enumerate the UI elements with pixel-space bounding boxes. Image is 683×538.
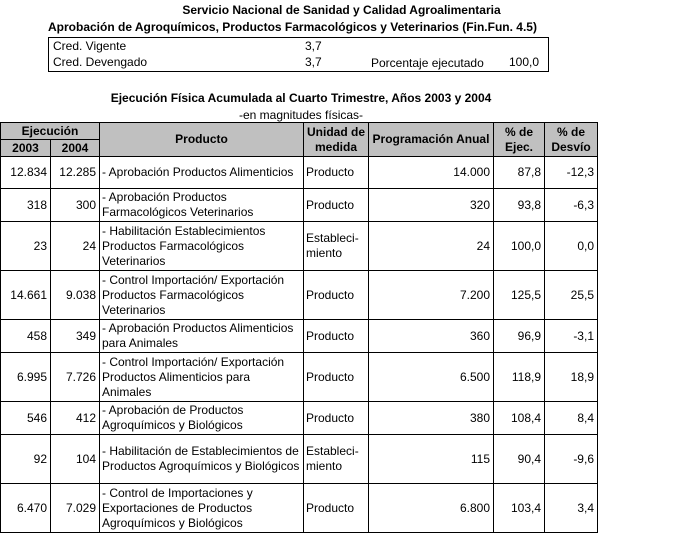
header-unidad: Unidad de medida — [304, 123, 369, 157]
cell-2004: 300 — [51, 189, 100, 222]
table-row — [1, 484, 598, 533]
cell-pct-desvio: 8,4 — [545, 402, 598, 435]
header-pct-desvio: % de Desvío — [545, 123, 598, 157]
cell-2004: 7.029 — [51, 484, 100, 533]
cell-producto: - Aprobación Productos Alimenticios para Animales — [100, 320, 304, 353]
cell-pct-desvio: -12,3 — [545, 157, 598, 189]
cell-2004: 104 — [51, 435, 100, 484]
cell-pct-ejec: 125,5 — [494, 271, 545, 320]
cell-producto: - Aprobación Productos Farmacológicos Veterinarios — [100, 189, 304, 222]
cell-2003: 458 — [1, 320, 51, 353]
cell-pct-desvio: -3,1 — [545, 320, 598, 353]
cell-2004: 7.726 — [51, 353, 100, 402]
cell-2003: 14.661 — [1, 271, 51, 320]
cell-2003: 318 — [1, 189, 51, 222]
header-ejecucion: Ejecución — [1, 123, 100, 140]
cell-programacion: 24 — [369, 222, 494, 271]
porcentaje-value: 100,0 — [509, 55, 540, 69]
cell-unidad: Producto — [304, 189, 369, 222]
cell-pct-desvio: 25,5 — [545, 271, 598, 320]
header-programacion: Programación Anual — [369, 123, 494, 157]
cell-pct-ejec: 108,4 — [494, 402, 545, 435]
cell-pct-desvio: -9,6 — [545, 435, 598, 484]
table-title: Ejecución Física Acumulada al Cuarto Trimestre, Años 2003 y 2004 — [110, 91, 492, 105]
cell-producto: - Aprobación Productos Alimenticios — [100, 157, 304, 189]
cell-2003: 23 — [1, 222, 51, 271]
header-pct-ejec: % de Ejec. — [494, 123, 545, 157]
cell-programacion: 7.200 — [369, 271, 494, 320]
cell-programacion: 6.800 — [369, 484, 494, 533]
cell-pct-desvio: 18,9 — [545, 353, 598, 402]
header-2004: 2004 — [51, 140, 100, 157]
cell-programacion: 380 — [369, 402, 494, 435]
cell-2004: 412 — [51, 402, 100, 435]
cred-vigente-label: Cred. Vigente — [53, 39, 127, 53]
cell-2003: 12.834 — [1, 157, 51, 189]
cell-unidad: Producto — [304, 402, 369, 435]
credits-box — [48, 37, 549, 72]
cell-unidad: Producto — [304, 271, 369, 320]
cell-pct-ejec: 103,4 — [494, 484, 545, 533]
cell-unidad: Producto — [304, 353, 369, 402]
cell-unidad: Estableci-miento — [304, 435, 369, 484]
cell-unidad: Producto — [304, 320, 369, 353]
table-row — [1, 271, 598, 320]
table-row — [1, 189, 598, 222]
cell-unidad: Producto — [304, 484, 369, 533]
execution-table — [0, 122, 598, 533]
cell-2003: 92 — [1, 435, 51, 484]
page-title: Servicio Nacional de Sanidad y Calidad Agroalimentaria — [182, 3, 501, 17]
cred-devengado-value: 3,7 — [305, 55, 322, 69]
cell-pct-ejec: 96,9 — [494, 320, 545, 353]
table-row — [1, 435, 598, 484]
cell-pct-desvio: 3,4 — [545, 484, 598, 533]
cell-producto: - Aprobación de Productos Agroquímicos y Biológicos — [100, 402, 304, 435]
table-row — [1, 320, 598, 353]
cell-programacion: 6.500 — [369, 353, 494, 402]
cell-producto: - Habilitación de Establecimientos de Productos Agroquímicos y Biológicos — [100, 435, 304, 484]
cell-unidad: Producto — [304, 157, 369, 189]
cell-producto: - Control de Importaciones y Exportaciones de Productos Agroquímicos y Biológicos — [100, 484, 304, 533]
cell-2004: 9.038 — [51, 271, 100, 320]
cell-producto: - Habilitación Establecimientos Productos Farmacológicos Veterinarios — [100, 222, 304, 271]
cell-unidad: Estableci-miento — [304, 222, 369, 271]
table-row — [1, 402, 598, 435]
cell-pct-ejec: 118,9 — [494, 353, 545, 402]
cell-pct-desvio: 0,0 — [545, 222, 598, 271]
cell-2004: 349 — [51, 320, 100, 353]
cell-programacion: 115 — [369, 435, 494, 484]
cell-producto: - Control Importación/ Exportación Productos Alimenticios para Animales — [100, 353, 304, 402]
table-row — [1, 222, 598, 271]
porcentaje-label: Porcentaje ejecutado — [371, 56, 484, 70]
cell-pct-ejec: 87,8 — [494, 157, 545, 189]
cell-2003: 6.470 — [1, 484, 51, 533]
cell-pct-ejec: 93,8 — [494, 189, 545, 222]
cred-vigente-value: 3,7 — [305, 39, 322, 53]
cell-pct-ejec: 100,0 — [494, 222, 545, 271]
cell-producto: - Control Importación/ Exportación Productos Farmacológicos Veterinarios — [100, 271, 304, 320]
cell-programacion: 320 — [369, 189, 494, 222]
cell-pct-desvio: -6,3 — [545, 189, 598, 222]
header-2003: 2003 — [1, 140, 51, 157]
cell-pct-ejec: 90,4 — [494, 435, 545, 484]
cell-2003: 546 — [1, 402, 51, 435]
cred-devengado-label: Cred. Devengado — [53, 55, 148, 69]
cell-2003: 6.995 — [1, 353, 51, 402]
cell-programacion: 360 — [369, 320, 494, 353]
cell-2004: 12.285 — [51, 157, 100, 189]
table-subtitle: -en magnitudes físicas- — [238, 108, 364, 122]
table-row — [1, 157, 598, 189]
cell-2004: 24 — [51, 222, 100, 271]
table-row — [1, 353, 598, 402]
header-producto: Producto — [100, 123, 304, 157]
page-subtitle: Aprobación de Agroquímicos, Productos Farmacológicos y Veterinarios (Fin.Fun. 4.5) — [48, 20, 537, 34]
cell-programacion: 14.000 — [369, 157, 494, 189]
